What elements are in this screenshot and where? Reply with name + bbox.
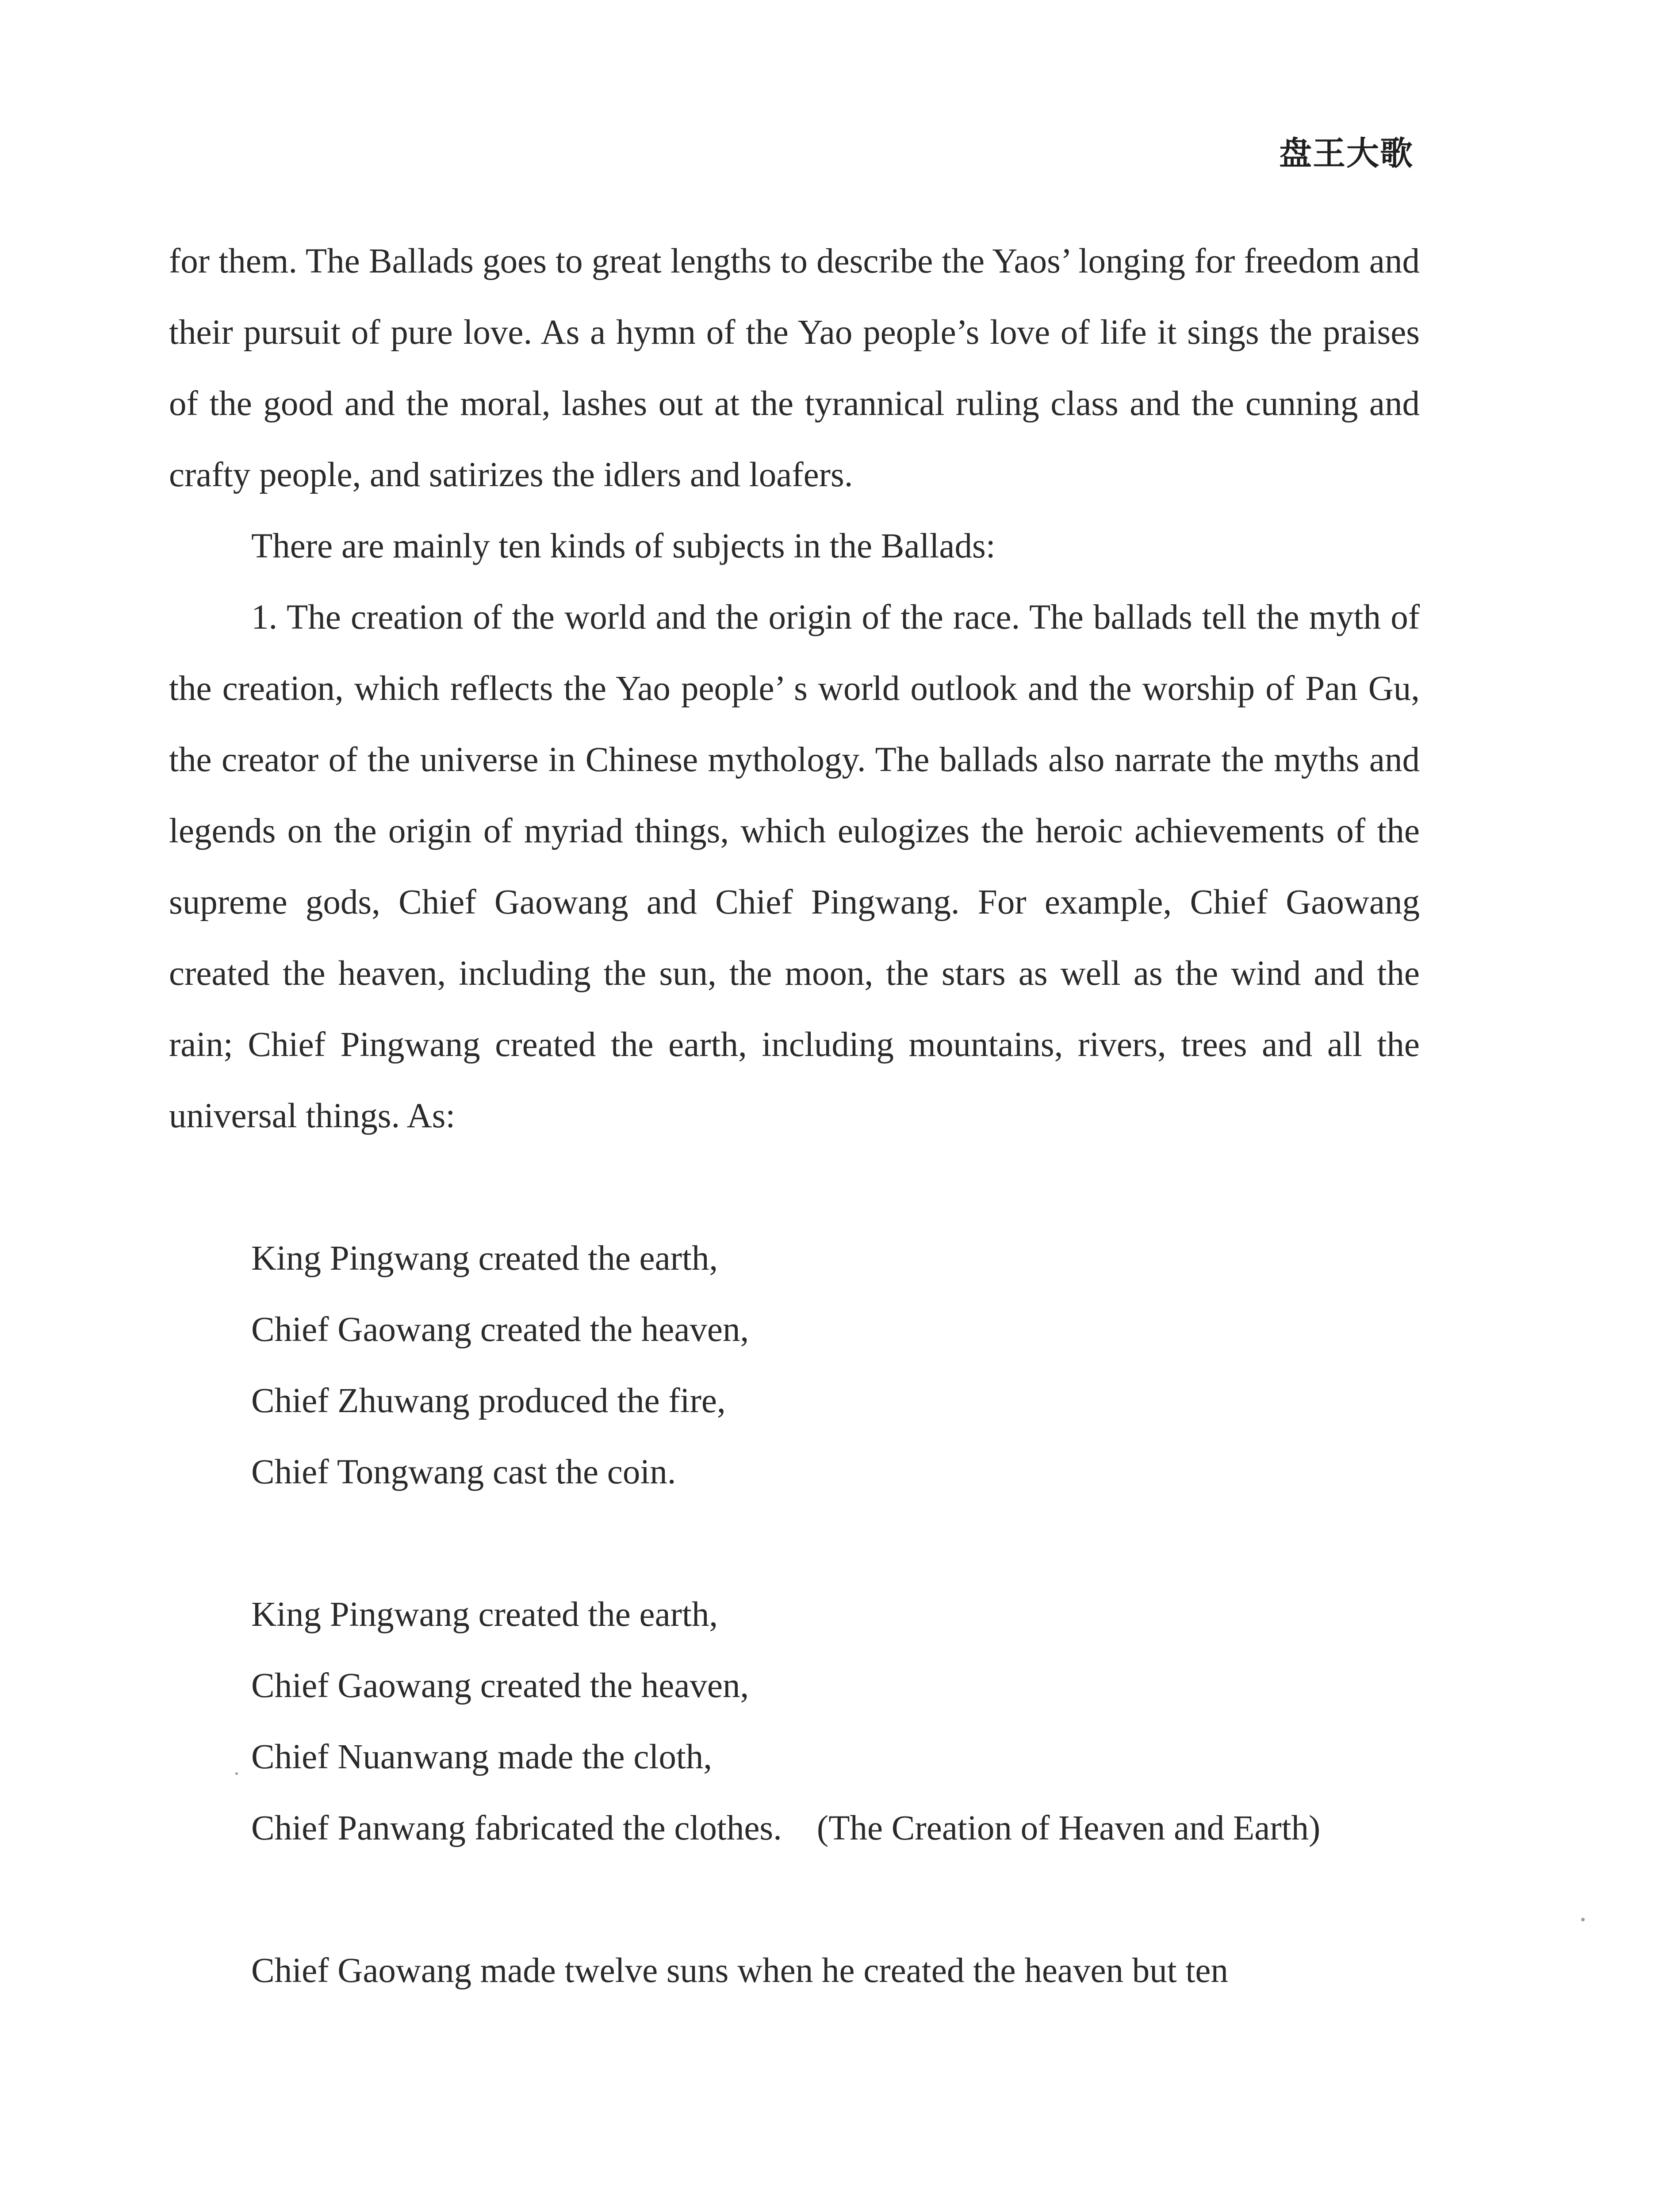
verse-line: Chief Gaowang created the heaven, [251,1667,749,1705]
stanza-gap [169,1152,1420,1223]
paragraph-4: Chief Gaowang made twelve suns when he created the heaven but ten [251,1951,1228,1990]
verse-line: Chief Zhuwang produced the fire, [251,1382,726,1420]
scan-speck [1581,1918,1585,1921]
verse-line-with-source: Chief Panwang fabricated the clothes. (The Creation of Heaven and Earth) [251,1809,1321,1847]
running-title: 盘王大歌 [1279,134,1414,173]
verse-line: King Pingwang created the earth, [251,1595,718,1634]
verse-line: Chief Tongwang cast the coin. [251,1453,676,1491]
paragraph-3: 1. The creation of the world and the origin of the race. The ballads tell the myth of the creation, which reflects the Yao people’ s world outlook and the worship of Pan Gu, the creator of the universe in Chinese mythology. The ballads also narrate the myths and legends on the origin of myriad things, which eulogizes the heroic achievements of the supreme gods, Chief Gaowang and Chief Pingwang. For example, Chief Gaowang created the heaven, including the sun, the moon, the stars as well as the wind and the rain; Chief Pingwang created the earth, including mountains, rivers, trees and all the universal things. As: [169,598,1420,1135]
scan-speck [235,1772,238,1775]
paragraph-2: There are mainly ten kinds of subjects in the Ballads: [251,527,996,565]
verse-line: Chief Nuanwang made the cloth, [251,1738,713,1776]
stanza-gap [169,1508,1420,1579]
verse-line: King Pingwang created the earth, [251,1239,718,1278]
verse-stanza-2 [169,1579,1420,1793]
stanza-gap [169,1864,1420,1935]
verse-line: Chief Gaowang created the heaven, [251,1310,749,1349]
verse-stanza-1 [169,1223,1420,1508]
paragraph-1: for them. The Ballads goes to great lengths to describe the Yaos’ longing for freedom and their pursuit of pure love. As a hymn of the Yao people’s love of life it sings the praises of the good and the moral, lashes out at the tyrannical ruling class and the cunning and crafty people, and satirizes the idlers and loafers. [169,242,1420,494]
page-body [169,226,1420,2006]
